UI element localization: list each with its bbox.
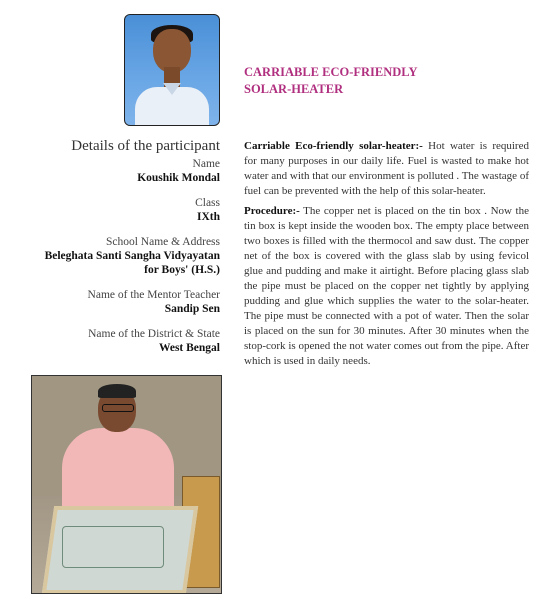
name-value: Koushik Mondal <box>137 172 220 184</box>
name-label: Name <box>192 158 220 170</box>
details-heading: Details of the participant <box>71 138 220 154</box>
project-description <box>244 139 529 369</box>
mentor-with-project-photo <box>31 375 222 594</box>
class-label: Class <box>195 197 220 209</box>
photo-mentor-glasses <box>102 404 134 412</box>
intro-paragraph <box>244 139 529 199</box>
class-value: IXth <box>196 211 220 223</box>
mentor-label: Name of the Mentor Teacher <box>87 289 220 301</box>
procedure-paragraph <box>244 204 529 369</box>
title-line-2: SOLAR-HEATER <box>244 82 344 96</box>
school-value-line-1: Beleghata Santi Sangha Vidyayatan <box>44 250 220 262</box>
photo-copper-pipe <box>62 526 164 568</box>
procedure-text: The copper net is placed on the tin box . Now the tin box is kept inside the wooden box. The empty place between two boxes is filled with the thermocol and saw dust. The copper net of the box is covered with the glass slab by using fevicol glue and pudding and make it airtight. Before placing glass slab the pipe must be placed on the copper net tightly by applying pudding and glue which supplies the water to the solar-heater. The pipe must be connected with a pot of water. Then the solar is placed on the sun for 30 minutes. After 30 minutes when the stop-cork is opened the not water comes out from the pipe. After which is used in daily needs. <box>244 205 529 367</box>
mentor-value: Sandip Sen <box>164 303 220 315</box>
procedure-lead: Procedure:- <box>244 205 300 217</box>
participant-details <box>20 137 220 355</box>
school-value-line-2: for Boys' (H.S.) <box>144 264 220 276</box>
title-line-1: CARRIABLE ECO-FRIENDLY <box>244 65 418 79</box>
intro-text: Hot water is required for many purposes in our daily life. Fuel is wasted to make hot water and with that our environment is polluted . The wastage of fuel can be prevented with the help of this solar-heater. <box>244 140 529 197</box>
district-label: Name of the District & State <box>88 328 220 340</box>
intro-lead: Carriable Eco-friendly solar-heater:- <box>244 140 423 152</box>
school-label: School Name & Address <box>105 236 220 248</box>
participant-photo <box>124 14 220 126</box>
project-title <box>244 64 524 98</box>
photo-mentor-hair <box>98 384 136 398</box>
district-value: West Bengal <box>158 342 220 354</box>
